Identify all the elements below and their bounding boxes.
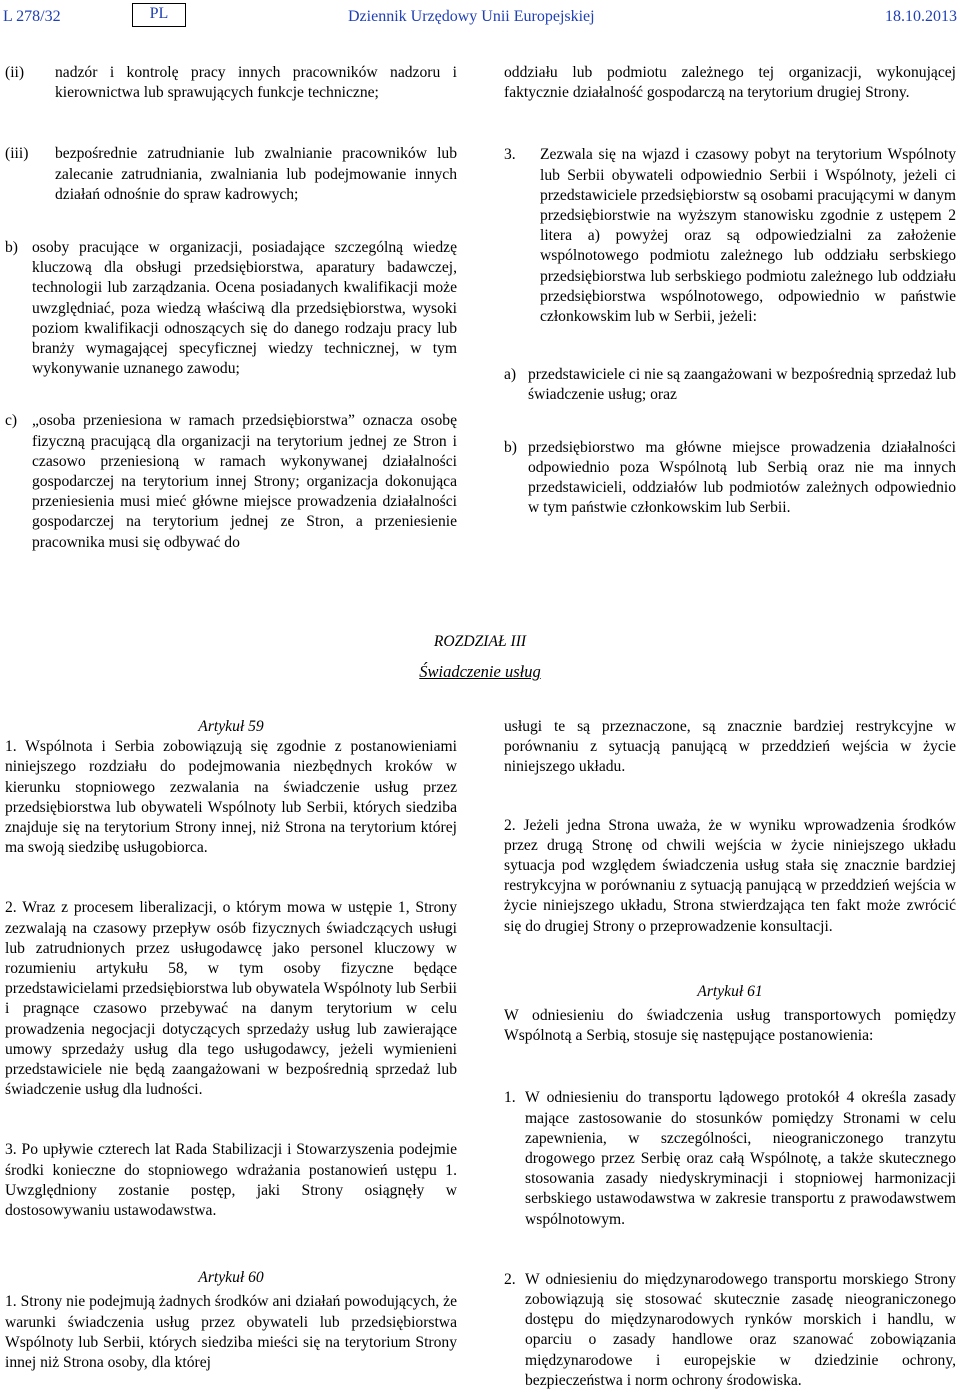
article-61-intro: W odniesieniu do świadczenia usług transportowych pomiędzy Wspólnotą a Serbią, stosuje się następujące postanowienia: — [504, 1007, 956, 1045]
bottom-right-column — [504, 717, 956, 1391]
continuation-paragraph: oddziału lub podmiotu zależnego tej organizacji, wykonującej faktycznie działalność gospodarczą na terytorium drugiej Strony. — [504, 64, 956, 102]
list-item-b — [504, 438, 956, 519]
list-text: W odniesieniu do transportu lądowego protokół 4 określa zasady mające zastosowanie do stosunków pomiędzy Stronami w celu zapewnienia, w szczególności, nieograniczonego tranzytu drogowego przez Serbię oraz całą Wspólnotę, a także skutecznego stosowania zasady niedyskryminacji i stopniowej harmonizacji serbskiego ustawodawstwa w zakresie transportu z prawodawstwem wspólnotowym. — [525, 1089, 956, 1228]
language-badge: PL — [132, 3, 186, 27]
list-item-b — [5, 238, 457, 379]
list-item-ii — [5, 63, 457, 103]
paragraph-text: Zezwala się na wjazd i czasowy pobyt na terytorium Wspólnoty lub Serbii obywateli odpowiednio Serbii i Wspólnoty, jeżeli ci przedstawiciele przedsiębiorstw są osobami pracującymi w danym przedsiębiorstwie na wyższym stanowisku zgodnie z ustępem 2 litera a) powyżej oraz są odpowiedzialni za założenie wspólnotowego podmiotu zależnego lub oddziału serbskiego przedsiębiorstwa lub serbskiego podmiotu zależnego lub oddziału przedsiębiorstwa wspólnotowego, odpowiednio w państwie członkowskim lub w Serbii, jeżeli: — [540, 146, 956, 326]
article-59-paragraph-2: 2. Wraz z procesem liberalizacji, o którym mowa w ustępie 1, Strony zezwalają na czasowy przepływ osób fizycznych świadczących usługi lub zatrudnionych przez usługodawcę jako personel kluczowy w rozumieniu artykułu 58, w tym osoby fizyczne będące przedstawicielami przedsiębiorstwa lub obywatela Wspólnoty lub Serbii i pragnące czasowo przebywać na danym terytorium w celu prowadzenia negocjacji dotyczących sprzedaży usług lub zawierające umowy sprzedaży usług dla tego usługodawcy, jeżeli wymienieni przedstawiciele nie będą zaangażowani w bezpośrednią sprzedaż lub świadczenie usług dla ludności. — [5, 899, 457, 1099]
page-header — [0, 3, 960, 27]
list-label: 2. — [504, 1270, 516, 1288]
chapter-number: ROZDZIAŁ III — [433, 633, 527, 650]
article-61-item-2 — [504, 1270, 956, 1391]
article-59-paragraph-3: 3. Po upływie czterech lat Rada Stabilizacji i Stowarzyszenia podejmie środki konieczne do stopniowego wdrażania postanowień ustępu 1. Uwzględniony zostanie postęp, jaki Strony osiągnęły w dostosowywaniu ustawodawstwa. — [5, 1141, 457, 1220]
list-label: (iii) — [5, 145, 29, 163]
page-reference: L 278/32 — [3, 8, 61, 25]
paragraph-number: 3. — [504, 146, 516, 164]
article-59-paragraph-1: 1. Wspólnota i Serbia zobowiązują się zgodnie z postanowieniami niniejszego rozdziału do podejmowania niezbędnych kroków w kierunku stopniowego zezwalania na świadczenie usług przez przedsiębiorstwa lub obywateli Wspólnoty lub Serbii, których siedziba znajduje się na terytorium Strony innej, niż Strona na terytorium której ma swoją siedzibę usługobiorca. — [5, 738, 457, 857]
list-item-iii — [5, 144, 457, 205]
bottom-left-column — [5, 717, 457, 1373]
list-text: nadzór i kontrolę pracy innych pracowników nadzoru i kierownictwa lub sprawujących funkcje techniczne; — [55, 64, 457, 102]
top-left-column — [5, 63, 457, 553]
chapter-title: Świadczenie usług — [419, 662, 541, 681]
list-text: bezpośrednie zatrudnianie lub zwalnianie pracowników lub zalecanie zatrudniania, zwalniania lub podejmowanie innych działań odnośnie do spraw kadrowych; — [55, 145, 457, 203]
list-text: osoby pracujące w organizacji, posiadające szczególną wiedzę kluczową dla obsługi przedsiębiorstwa, aparatury badawczej, technologii lub zarządzania. Ocena posiadanych kwalifikacji może uwzględniać, poza wiedzą właściwą dla przedsiębiorstwa, wysoki poziom kwalifikacji odnoszących się do danego rodzaju pracy lub branży wymagającej specyficznej wiedzy technicznej, w tym wykonywanie uznanego zawodu; — [32, 239, 457, 378]
continuation-paragraph: usługi te są przeznaczone, są znacznie bardziej restrykcyjne w porównaniu z sytuacją panującą w przeddzień wejścia w życie niniejszego układu. — [504, 718, 956, 776]
article-60-paragraph-2: 2. Jeżeli jedna Strona uważa, że w wyniku wprowadzenia środków przez drugą Stronę od chwili wejścia w życie niniejszego układu sytuacja pod względem świadczenia usług stała się znacznie bardziej restrykcyjna w porównaniu z sytuacją panującą w przeddzień wejścia w życie niniejszego układu, Strona stwierdzająca ten fakt może zwrócić się do drugiej Strony o przeprowadzenie konsultacji. — [504, 816, 956, 935]
list-item-c — [5, 411, 457, 552]
list-text: przedsiębiorstwo ma główne miejsce prowadzenia działalności odpowiednio poza Wspólnotą lub Serbią oraz nie ma innych przedstawicieli, oddziałów lub podmiotów zależnych odpowiednio w tym państwie członkowskim lub Serbii. — [528, 438, 956, 517]
list-text: „osoba przeniesiona w ramach przedsiębiorstwa” oznacza osobę fizyczną pracującą dla organizacji na terytorium jednej ze Stron i czasowo przeniesioną w ramach wykonywanej działalności gospodarczej na terytorium innej Strony; organizacja dokonująca przeniesienia musi mieć główne miejsce prowadzenia działalności gospodarczej na terytorium jednej ze Stron, a przeniesienie pracownika musi się odbywać do — [32, 412, 457, 551]
journal-title: Dziennik Urzędowy Unii Europejskiej — [348, 8, 595, 25]
list-text: W odniesieniu do międzynarodowego transportu morskiego Strony zobowiązują się stosować skutecznie zasadę nieograniczonego dostępu do międzynarodowych rynków morskich i handlu, w oparciu o zasady handlowe oraz szanować zobowiązania międzynarodowe i europejskie w dziedzinie ochrony, bezpieczeństwa i norm ochrony środowiska. — [525, 1270, 956, 1389]
top-right-column — [504, 63, 956, 518]
paragraph-3 — [504, 145, 956, 327]
list-item-a — [504, 365, 956, 405]
article-59-title: Artykuł 59 — [198, 718, 264, 735]
list-label: b) — [504, 438, 517, 456]
article-61-title: Artykuł 61 — [697, 982, 763, 1000]
publication-date: 18.10.2013 — [885, 8, 957, 25]
article-61-item-1 — [504, 1088, 956, 1229]
list-label: c) — [5, 412, 18, 430]
article-60-paragraph-1: 1. Strony nie podejmują żadnych środków ani działań powodujących, że warunki świadczenia usług przez obywateli lub przedsiębiorstwa Wspólnoty lub Serbii, których siedziba mieści się na terytorium Strony innej niż Strona osoby, dla której — [5, 1293, 457, 1372]
list-label: 1. — [504, 1089, 516, 1107]
article-60-title: Artykuł 60 — [198, 1269, 264, 1287]
list-text: przedstawiciele ci nie są zaangażowani w bezpośrednią sprzedaż lub świadczenie usług; oraz — [528, 366, 956, 404]
list-label: (ii) — [5, 64, 25, 81]
list-label: a) — [504, 366, 517, 384]
list-label: b) — [5, 239, 18, 257]
